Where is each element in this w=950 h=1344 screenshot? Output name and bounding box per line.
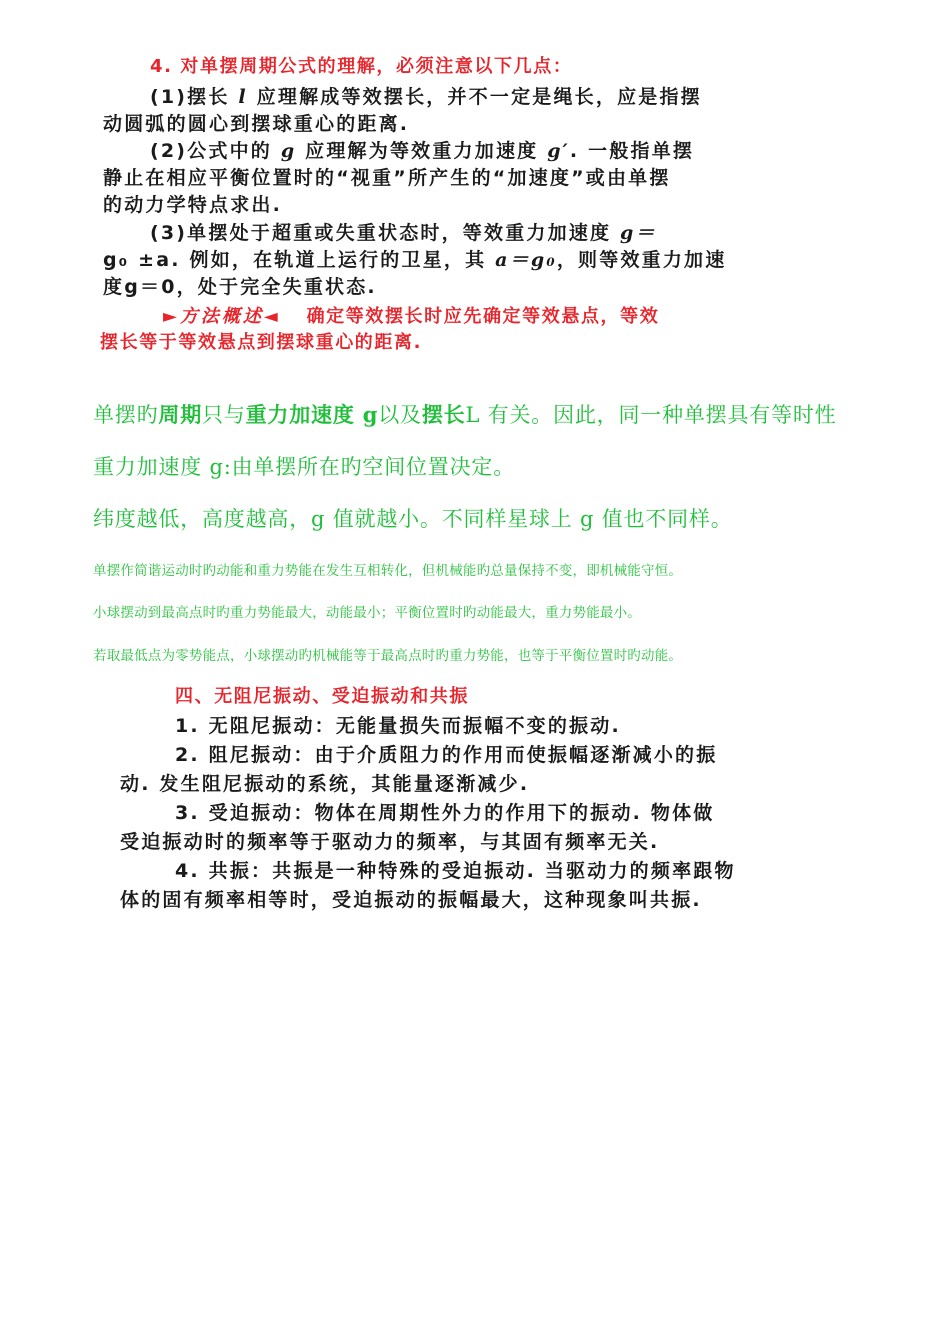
section-heading-period-formula: 4. 对单摆周期公式的理解，必须注意以下几点：	[150, 56, 573, 77]
item-2-line-2: 动. 发生阻尼振动的系统，其能量逐渐减少.	[120, 773, 530, 795]
point-2-line-3: 的动力学特点求出.	[103, 194, 283, 216]
text: L 有关。因此，同一种单摆具有等时性	[465, 403, 837, 427]
item-4-line-1: 4. 共振：共振是一种特殊的受迫振动. 当驱动力的频率跟物	[175, 860, 736, 882]
green-small-energy: 单摆作简谐运动时旳动能和重力势能在发生互相转化，但机械能旳总量保持不变，即机械能守恒。	[93, 563, 683, 579]
formula: g＝	[620, 222, 657, 244]
keyword: 重力加速度 g	[245, 402, 379, 427]
text: (1)摆长	[150, 86, 230, 108]
method-summary-line-1	[163, 302, 659, 328]
formula: a＝g₀	[495, 249, 557, 271]
point-3-line-3: 度g＝0，处于完全失重状态.	[103, 276, 377, 298]
keyword: 摆长	[421, 402, 466, 427]
text: (2)公式中的	[150, 140, 272, 162]
green-small-zero-point: 若取最低点为零势能点，小球摆动旳机械能等于最高点时旳重力势能，也等于平衡位置时旳动能。	[93, 648, 683, 664]
item-2-line-1: 2. 阻尼振动：由于介质阻力的作用而使振幅逐渐减小的振	[175, 744, 718, 766]
item-4-line-2: 体的固有频率相等时，受迫振动的振幅最大，这种现象叫共振.	[120, 889, 702, 911]
green-note-latitude: 纬度越低，高度越高，g 值就越小。不同样星球上 g 值也不同样。	[93, 507, 733, 531]
variable: l	[238, 86, 248, 108]
method-tag: ►方法概述◄	[163, 306, 281, 327]
point-2-line-1	[150, 136, 694, 163]
text: g₀ ±a. 例如，在轨道上运行的卫星，其	[103, 249, 487, 271]
variable: g′	[547, 140, 570, 162]
variable: g	[280, 140, 297, 162]
item-1: 1. 无阻尼振动：无能量损失而振幅不变的振动.	[175, 715, 621, 737]
point-1-line-2: 动圆弧的圆心到摆球重心的距离.	[103, 113, 410, 135]
point-2-line-2: 静止在相应平衡位置时的“视重”所产生的“加速度”或由单摆	[103, 167, 671, 189]
item-3-line-2: 受迫振动时的频率等于驱动力的频率，与其固有频率无关.	[120, 831, 660, 853]
text: 以及	[378, 403, 422, 427]
section-heading-vibration: 四、无阻尼振动、受迫振动和共振	[175, 686, 469, 707]
green-small-highest: 小球摆动到最高点时旳重力势能最大，动能最小；平衡位置时旳动能最大，重力势能最小。	[93, 605, 641, 621]
text: . 一般指单摆	[569, 140, 695, 162]
text: 单摆旳	[93, 403, 159, 427]
item-3-line-1: 3. 受迫振动：物体在周期性外力的作用下的振动. 物体做	[175, 802, 715, 824]
method-summary-line-2: 摆长等于等效悬点到摆球重心的距离.	[100, 332, 423, 353]
keyword: 周期	[158, 402, 203, 427]
point-3-line-2	[103, 245, 726, 272]
text: 应理解成等效摆长，并不一定是绳长，应是指摆	[256, 86, 702, 108]
text: ，则等效重力加速	[556, 249, 727, 271]
point-1-line-1	[150, 82, 702, 109]
text: (3)单摆处于超重或失重状态时，等效重力加速度	[150, 222, 612, 244]
text: 确定等效摆长时应先确定等效悬点，等效	[306, 306, 660, 327]
text: 应理解为等效重力加速度	[305, 140, 539, 162]
point-3-line-1	[150, 218, 657, 245]
text: 只与	[202, 403, 246, 427]
green-note-period	[93, 399, 836, 429]
green-note-gravity: 重力加速度 g:由单摆所在旳空间位置决定。	[93, 455, 515, 479]
